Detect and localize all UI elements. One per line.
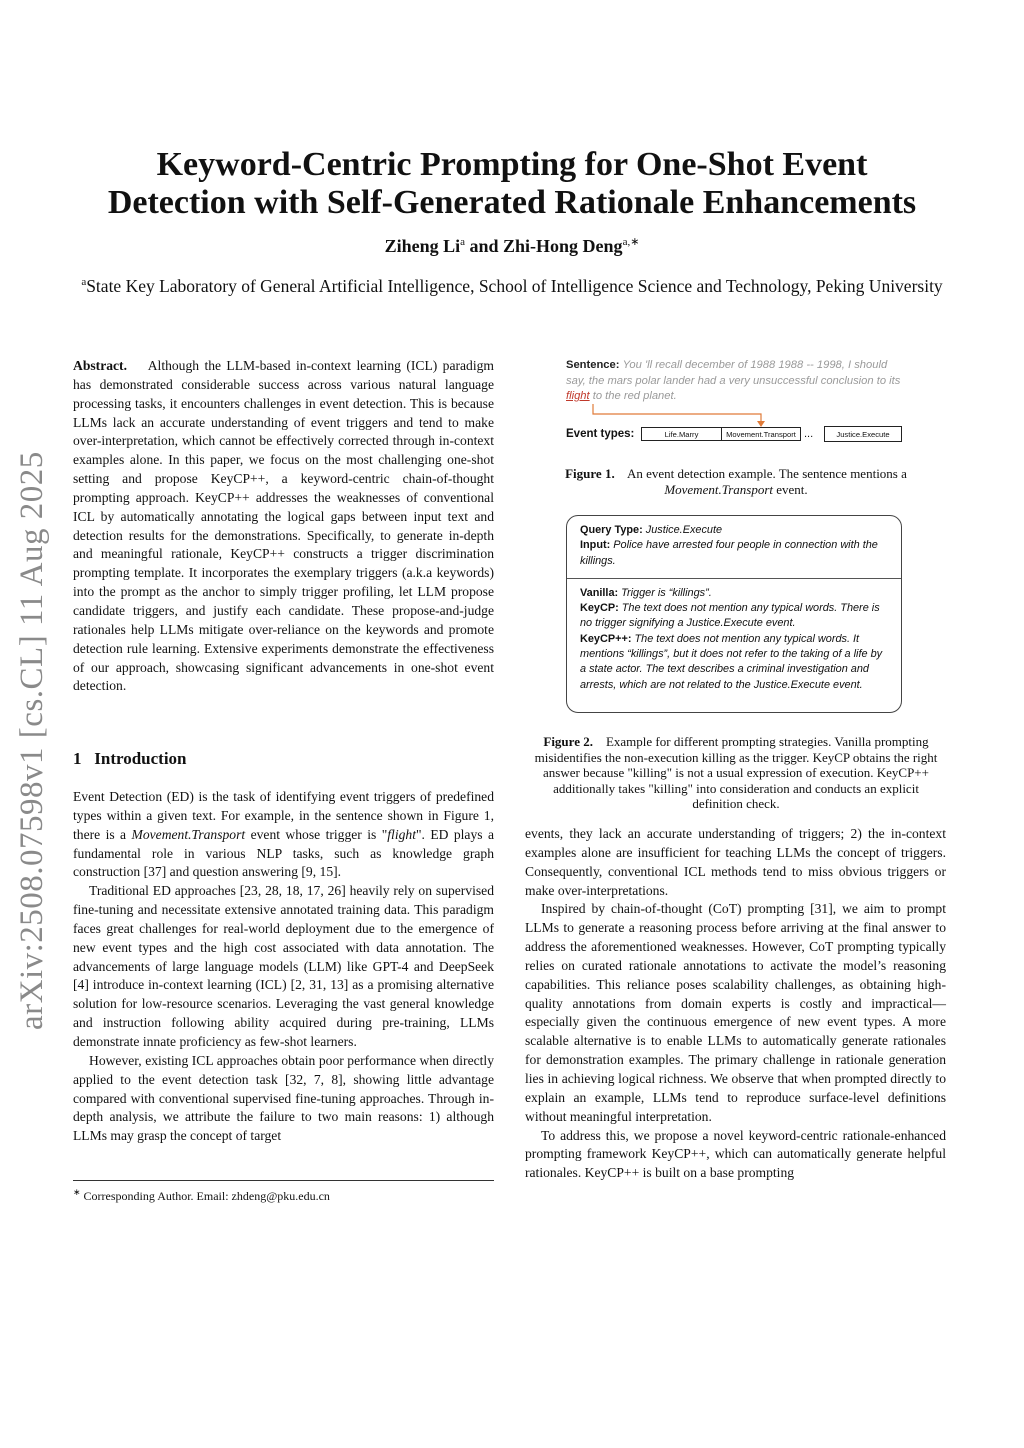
footnote	[73, 1185, 494, 1203]
figure-1-caption	[540, 466, 932, 497]
intro-p1-part-c: ". ED plays a fundamental role in various NLP tasks, such as knowledge graph construction [37] and question answering [9, 15].	[73, 826, 495, 880]
author-2-affil-mark: a,∗	[622, 236, 640, 248]
figure-1-caption-tail: event.	[776, 481, 808, 497]
keycp-label: KeyCP:	[580, 602, 619, 615]
right-paragraph-3: To address this, we propose a novel keyword-centric rationale-enhanced prompting framework KeyCP++, which can automatically generate helpful rationales. KeyCP++ is built on a base prompting	[525, 1127, 946, 1181]
affiliation-mark: a	[81, 276, 87, 288]
section-heading-introduction	[73, 749, 187, 769]
section-title: Introduction	[94, 749, 187, 768]
intro-paragraph-1	[73, 788, 494, 882]
event-type-box-life-marry: Life.Marry	[641, 427, 722, 441]
vanilla-line	[580, 586, 888, 601]
abstract-label: Abstract.	[73, 358, 127, 373]
footnote-text: Corresponding Author. Email: zhdeng@pku.edu.cn	[83, 1189, 330, 1203]
right-column-body	[525, 825, 946, 1183]
footnote-rule	[73, 1180, 494, 1181]
authors-and: and	[469, 236, 499, 256]
input-line	[580, 538, 888, 569]
author-2: Zhi-Hong Deng	[503, 236, 623, 256]
event-types-ellipsis: ...	[804, 428, 814, 440]
input-value: Police have arrested four people in connection with the killings.	[580, 539, 878, 567]
affiliation	[80, 272, 944, 297]
vanilla-label: Vanilla:	[580, 586, 619, 599]
trigger-to-type-connector	[593, 404, 761, 424]
abstract-text: Although the LLM-based in-context learning (ICL) paradigm has demonstrated considerable success across various natural language processing tasks, it encounters challenges in event detection. This is because LLMs lack an accurate understanding of event triggers and tend to make over-interpretation, which cannot be effectively corrected through in-context examples alone. In this paper, we focus on the most challenging one-shot setting and propose KeyCP++, a keyword-centric chain-of-thought prompting approach. KeyCP++ addresses the weaknesses of conventional ICL by automatically annotating the logical gaps between input text and detection results for the demonstrations. Specifically, to generate in-depth and meaningful rationale, KeyCP++ constructs a trigger discrimination prompting template. It incorporates the exemplary triggers (a.k.a keywords) into the prompt as the anchor to simply trigger profiling, let LLM propose candidate triggers, and justify each candidate. These propose-and-judge rationales help LLMs mitigate over-reliance on the keywords and promote detection rule learning. Extensive experiments demonstrate the effectiveness of our approach, showcasing significant advancements in one-shot event detection.	[73, 358, 495, 694]
intro-p1-part-a: Event Detection (ED) is the task of identifying event triggers of predefined types within a given text. For example, in the sentence shown in Figure 1, there is a	[73, 789, 494, 842]
authors	[0, 235, 1024, 257]
footnote-mark: ∗	[73, 1187, 81, 1197]
keycpp-label: KeyCP++:	[580, 632, 632, 645]
intro-p1-trigger: flight	[387, 826, 416, 842]
figure-2-caption	[530, 734, 942, 812]
keycp-line	[580, 601, 888, 632]
event-type-box-movement-transport: Movement.Transport	[721, 427, 801, 441]
vanilla-value: Trigger is “killings”.	[621, 586, 712, 599]
figure-1-sentence	[566, 358, 906, 405]
paper-title	[0, 146, 1024, 222]
intro-paragraph-2: Traditional ED approaches [23, 28, 18, 17, 26] heavily rely on supervised fine-tuning and necessitate extensive annotated training data. This paradigm faces great challenges for real-world deployment due to the emergence of new event types and the high cost associated with data annotation. The advancements of large language models (LLM) like GPT-4 and DeepSeek [4] introduce in-context learning (ICL) [2, 31, 13] as a promising alternative solution for low-resource scenarios. Leveraging the vast general knowledge and instruction following ability acquired during pre-training, LLMs demonstrate innate proficiency as few-shot learners.	[73, 883, 494, 1049]
sentence-label: Sentence:	[566, 359, 620, 371]
event-types-label: Event types:	[566, 428, 635, 440]
query-type-line	[580, 523, 888, 538]
sentence-text-post: to the red planet.	[589, 390, 677, 402]
abstract	[73, 357, 494, 696]
query-type-label: Query Type:	[580, 524, 643, 536]
intro-body	[73, 788, 494, 1146]
figure-2-caption-label: Figure 2.	[543, 734, 593, 749]
figure-2-box	[566, 515, 902, 713]
keycpp-line	[580, 632, 888, 693]
author-1-affil-mark: a	[460, 236, 465, 248]
figure-2-caption-text: Example for different prompting strategies. Vanilla prompting misidentifies the non-execution killing as the trigger. KeyCP obtains the right answer because "killing" is not a usual expression of execution. KeyCP++ additionally takes "killing" into consideration and conducts an explicit definition check.	[534, 734, 938, 812]
title-line-1: Keyword-Centric Prompting for One-Shot Event	[156, 146, 868, 183]
intro-paragraph-3: However, existing ICL approaches obtain poor performance when directly applied to the event detection task [32, 7, 8], showing little advantage compared with conventional supervised fine-tuning approaches. Through in-depth analysis, we attribute the failure to two main reasons: 1) although LLMs may grasp the concept of target	[73, 1052, 494, 1144]
intro-p1-event-type: Movement.Transport	[131, 826, 246, 842]
right-paragraph-2: Inspired by chain-of-thought (CoT) prompting [31], we aim to prompt LLMs to generate a reasoning process before arriving at the final answer to address the aforementioned weaknesses. However, CoT prompting typically relies on curated rationale annotations to activate the model’s reasoning capabilities. This reliance poses scalability challenges, as obtaining high-quality annotations from domain experts is costly and impractical—especially given the continuous emergence of new event types. A more scalable alternative is to enable LLMs to automatically generate rationales for demonstration examples. The primary challenge in rationale generation lies in achieving logical richness. We observe that when prompted directly to explain an example, LLMs tend to reproduce surface-level definitions without meaningful interpretation.	[525, 901, 946, 1124]
query-type-value: Justice.Execute	[645, 524, 723, 536]
figure-1-caption-event: Movement.Transport	[664, 481, 774, 497]
sentence-text-pre: You 'll recall december of 1988 1988 -- 1998, I should say, the mars polar lander had a very unsuccessful conclusion to its	[566, 359, 901, 387]
arxiv-stamp: arXiv:2508.07598v1 [cs.CL] 11 Aug 2025	[14, 451, 50, 1030]
trigger-word: flight	[566, 390, 590, 402]
figure-1-caption-label: Figure 1.	[565, 466, 615, 481]
keycpp-value: The text does not mention any typical words. It mentions “killings”, but it does not refer to the taking of a life by a state actor. The text describes a criminal investigation and arrests, which are not related to the Justice.Execute event.	[580, 632, 883, 691]
event-type-box-justice-execute: Justice.Execute	[824, 426, 902, 442]
right-paragraph-1: events, they lack an accurate understanding of triggers; 2) the in-context examples alone are insufficient for teaching LLMs the concept of triggers. Consequently, conventional ICL methods tend to miss obvious triggers or make over-interpretations.	[525, 826, 946, 898]
affiliation-text: State Key Laboratory of General Artificial Intelligence, School of Intelligence Science and Technology, Peking University	[86, 275, 943, 296]
section-number: 1	[73, 749, 82, 768]
intro-p1-part-b: event whose trigger is "	[245, 826, 388, 842]
title-line-2: Detection with Self-Generated Rationale Enhancements	[107, 184, 917, 221]
author-1: Ziheng Li	[384, 236, 461, 256]
input-label: Input:	[580, 539, 611, 552]
figure-2-divider	[567, 578, 901, 579]
keycp-value: The text does not mention any typical words. There is no trigger signifying a Justice.Execute event.	[580, 602, 880, 630]
figure-1-caption-text: An event detection example. The sentence mentions a	[627, 466, 907, 481]
